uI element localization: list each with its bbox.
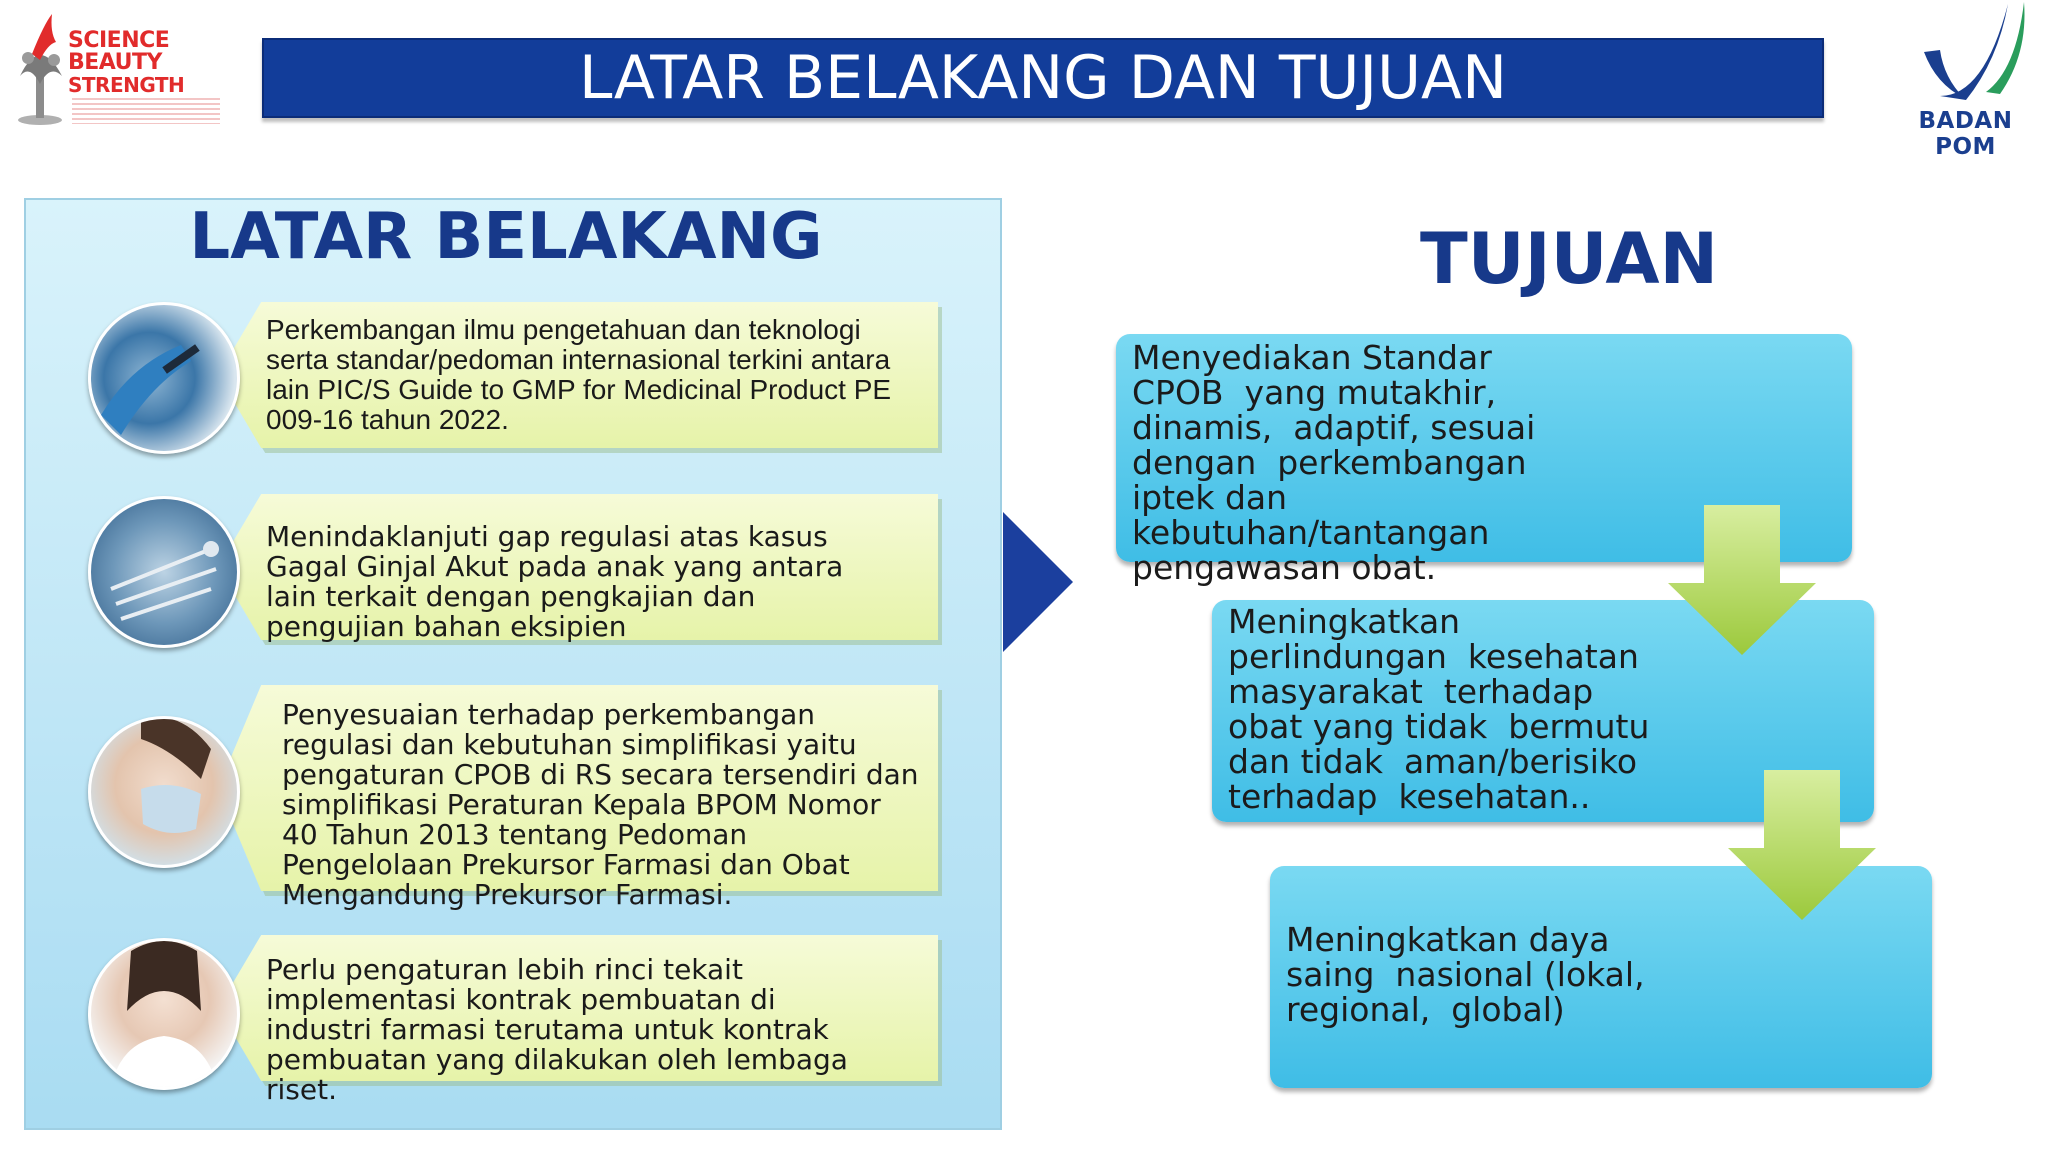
checkmark-logo-icon (1888, 0, 2043, 108)
female-doctor-photo (88, 938, 240, 1090)
badan-pom-logo (1888, 0, 2043, 160)
goal-text: Menyediakan Standar CPOB yang mutakhir, dinamis, adaptif, sesuai dengan perkembangan iptek dan kebutuhan/tantangan pengawasan obat. (1132, 338, 1536, 587)
logo-word: STRENGTH (68, 73, 185, 97)
latar-belakang-heading: LATAR BELAKANG (189, 200, 823, 274)
goal-text: Meningkatkan daya saing nasional (lokal, regional, global) (1286, 920, 1645, 1029)
background-item-text: Penyesuaian terhadap perkembangan regulasi dan kebutuhan simplifikasi yaitu pengaturan CPOB di RS secara tersendiri dan simplifikasi Peraturan Kepala BPOM Nomor 40 Tahun 2013 tentang Pedoman Pengelolaan Prekursor Farmasi dan Obat Mengandung Prekursor Farmasi. (282, 698, 919, 911)
logo-word: BEAUTY (68, 50, 162, 75)
science-beauty-strength-logo (10, 14, 220, 132)
emblem-icon (10, 14, 72, 126)
tujuan-heading: TUJUAN (1420, 218, 1719, 300)
medical-instruments-photo (88, 496, 240, 648)
goal-text: Meningkatkan perlindungan kesehatan masyarakat terhadap obat yang tidak bermutu dan tidak aman/berisiko terhadap kesehatan.. (1228, 602, 1650, 816)
logo-word: SCIENCE (68, 28, 170, 53)
background-item-text: Perlu pengaturan lebih rinci tekait implementasi kontrak pembuatan di industri farmasi terutama untuk kontrak pembuatan yang dilakukan oleh lembaga riset. (266, 953, 848, 1106)
slide-title: LATAR BELAKANG DAN TUJUAN (579, 43, 1507, 113)
background-item-text: Perkembangan ilmu pengetahuan dan teknologi serta standar/pedoman internasional terkini antara lain PIC/S Guide to GMP for Medicinal Product PE 009-16 tahun 2022. (266, 314, 892, 435)
down-arrow-icon (1668, 505, 1816, 655)
background-item-text: Menindaklanjuti gap regulasi atas kasus Gagal Ginjal Akut pada anak yang antara lain terkait dengan pengkajian dan pengujian bahan eksipien (266, 520, 844, 643)
masked-woman-photo (88, 716, 240, 868)
slide-title-bar (262, 38, 1824, 118)
down-arrow-icon (1728, 770, 1876, 920)
logo-fine-print (72, 98, 220, 124)
lab-scientist-photo (88, 302, 240, 454)
badan-pom-label: BADAN POM (1918, 108, 2013, 160)
right-arrow-icon (1003, 512, 1073, 652)
